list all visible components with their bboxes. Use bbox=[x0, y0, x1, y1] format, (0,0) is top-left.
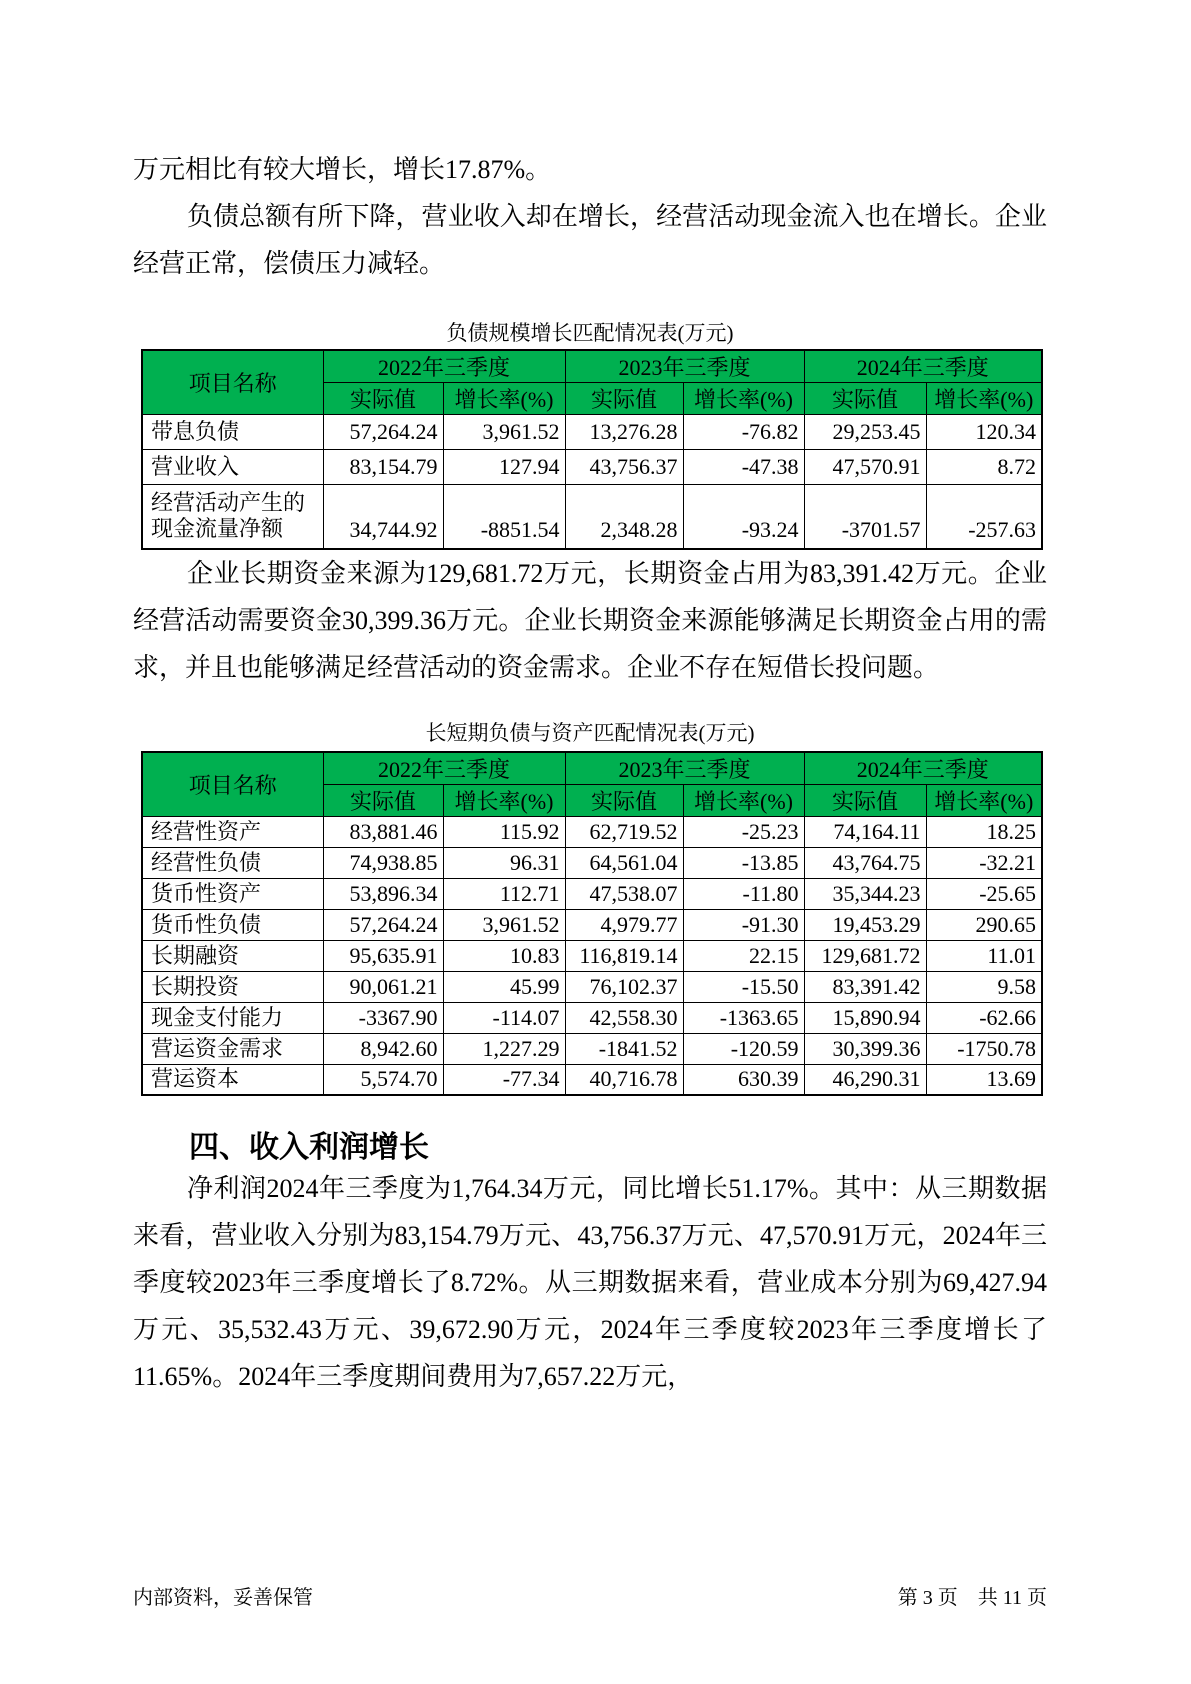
cell-value: -120.59 bbox=[683, 1033, 804, 1064]
cell-value: -11.80 bbox=[683, 878, 804, 909]
cell-value: -77.34 bbox=[443, 1064, 565, 1095]
cell-value: 43,764.75 bbox=[804, 847, 926, 878]
cell-value: 8,942.60 bbox=[323, 1033, 443, 1064]
cell-value: 10.83 bbox=[443, 940, 565, 971]
table-row bbox=[142, 847, 1042, 878]
row-label: 营业收入 bbox=[142, 450, 323, 485]
row-label: 长期投资 bbox=[142, 971, 323, 1002]
cell-value: 34,744.92 bbox=[323, 485, 443, 549]
table-row bbox=[142, 450, 1042, 485]
header-year-2024: 2024年三季度 bbox=[804, 752, 1042, 785]
cell-value: 53,896.34 bbox=[323, 878, 443, 909]
cell-value: 57,264.24 bbox=[323, 415, 443, 450]
cell-value: 96.31 bbox=[443, 847, 565, 878]
cell-value: 116,819.14 bbox=[565, 940, 683, 971]
header-year-2023: 2023年三季度 bbox=[565, 752, 804, 785]
cell-value: 129,681.72 bbox=[804, 940, 926, 971]
table-row bbox=[142, 940, 1042, 971]
cell-value: 62,719.52 bbox=[565, 816, 683, 847]
row-label: 货币性负债 bbox=[142, 909, 323, 940]
table-row bbox=[142, 415, 1042, 450]
cell-value: 4,979.77 bbox=[565, 909, 683, 940]
table-row bbox=[142, 816, 1042, 847]
cell-value: 2,348.28 bbox=[565, 485, 683, 549]
subheader-actual: 实际值 bbox=[565, 784, 683, 816]
row-label: 货币性资产 bbox=[142, 878, 323, 909]
section-heading-income-profit: 四、收入利润增长 bbox=[189, 1131, 429, 1164]
subheader-actual: 实际值 bbox=[804, 784, 926, 816]
cell-value: 630.39 bbox=[683, 1064, 804, 1095]
cell-value: -1363.65 bbox=[683, 1002, 804, 1033]
cell-value: 76,102.37 bbox=[565, 971, 683, 1002]
header-year-2024: 2024年三季度 bbox=[804, 350, 1042, 383]
cell-value: 120.34 bbox=[926, 415, 1042, 450]
cell-value: 30,399.36 bbox=[804, 1033, 926, 1064]
debt-scale-match-table bbox=[141, 349, 1043, 550]
cell-value: 95,635.91 bbox=[323, 940, 443, 971]
row-label: 经营活动产生的现金流量净额 bbox=[142, 485, 323, 549]
header-item-name: 项目名称 bbox=[142, 350, 323, 415]
table-row bbox=[142, 878, 1042, 909]
cell-value: -32.21 bbox=[926, 847, 1042, 878]
cell-value: -47.38 bbox=[683, 450, 804, 485]
cell-value: 112.71 bbox=[443, 878, 565, 909]
cell-value: 9.58 bbox=[926, 971, 1042, 1002]
cell-value: 42,558.30 bbox=[565, 1002, 683, 1033]
table-row bbox=[142, 485, 1042, 549]
subheader-actual: 实际值 bbox=[323, 383, 443, 415]
cell-value: 3,961.52 bbox=[443, 909, 565, 940]
table-row bbox=[142, 909, 1042, 940]
cell-value: 11.01 bbox=[926, 940, 1042, 971]
table-row bbox=[142, 971, 1042, 1002]
cell-value: -76.82 bbox=[683, 415, 804, 450]
cell-value: 45.99 bbox=[443, 971, 565, 1002]
paragraph-debt-summary: 负债总额有所下降，营业收入却在增长，经营活动现金流入也在增长。企业经营正常，偿债压力减轻。 bbox=[133, 202, 1047, 278]
subheader-actual: 实际值 bbox=[323, 784, 443, 816]
header-year-2023: 2023年三季度 bbox=[565, 350, 804, 383]
cell-value: -91.30 bbox=[683, 909, 804, 940]
cell-value: -1841.52 bbox=[565, 1033, 683, 1064]
subheader-actual: 实际值 bbox=[804, 383, 926, 415]
row-label: 带息负债 bbox=[142, 415, 323, 450]
header-year-2022: 2022年三季度 bbox=[323, 752, 565, 785]
cell-value: -62.66 bbox=[926, 1002, 1042, 1033]
row-label: 营运资本 bbox=[142, 1064, 323, 1095]
cell-value: -93.24 bbox=[683, 485, 804, 549]
cell-value: 115.92 bbox=[443, 816, 565, 847]
row-label: 经营性资产 bbox=[142, 816, 323, 847]
cell-value: 83,391.42 bbox=[804, 971, 926, 1002]
subheader-growth: 增长率(%) bbox=[926, 383, 1042, 415]
cell-value: -257.63 bbox=[926, 485, 1042, 549]
cell-value: -8851.54 bbox=[443, 485, 565, 549]
cell-value: 74,164.11 bbox=[804, 816, 926, 847]
cell-value: 43,756.37 bbox=[565, 450, 683, 485]
table-header-row-years bbox=[142, 350, 1042, 383]
subheader-growth: 增长率(%) bbox=[443, 784, 565, 816]
paragraph-profit-growth: 净利润2024年三季度为1,764.34万元，同比增长51.17%。其中：从三期数据来看，营业收入分别为83,154.79万元、43,756.37万元、47,570.91万元，2024年三季度较2023年三季度增长了8.72%。从三期数据来看，营业成本分别为69,427.94万元、35,532.43万元、39,672.90万元，2024年三季度较2023年三季度增长了11.65%。2024年三季度期间费用为7,657.22万元， bbox=[133, 1174, 1047, 1391]
table2-title: 长短期负债与资产匹配情况表(万元) bbox=[425, 720, 755, 745]
cell-value: -1750.78 bbox=[926, 1033, 1042, 1064]
footer-page-number: 第 3 页 共 11 页 bbox=[897, 1587, 1047, 1609]
row-label: 经营性负债 bbox=[142, 847, 323, 878]
cell-value: -3367.90 bbox=[323, 1002, 443, 1033]
cell-value: 47,570.91 bbox=[804, 450, 926, 485]
paragraph-continuation: 万元相比有较大增长，增长17.87%。 bbox=[133, 155, 552, 184]
cell-value: 40,716.78 bbox=[565, 1064, 683, 1095]
table-row bbox=[142, 1033, 1042, 1064]
row-label: 长期融资 bbox=[142, 940, 323, 971]
cell-value: 290.65 bbox=[926, 909, 1042, 940]
cell-value: 29,253.45 bbox=[804, 415, 926, 450]
subheader-growth: 增长率(%) bbox=[683, 383, 804, 415]
cell-value: 83,881.46 bbox=[323, 816, 443, 847]
cell-value: 46,290.31 bbox=[804, 1064, 926, 1095]
subheader-actual: 实际值 bbox=[565, 383, 683, 415]
subheader-growth: 增长率(%) bbox=[683, 784, 804, 816]
page-footer bbox=[133, 1586, 1047, 1610]
table1-title: 负债规模增长匹配情况表(万元) bbox=[446, 321, 734, 345]
cell-value: 127.94 bbox=[443, 450, 565, 485]
subheader-growth: 增长率(%) bbox=[443, 383, 565, 415]
paragraph-longterm-funds: 企业长期资金来源为129,681.72万元，长期资金占用为83,391.42万元。企业经营活动需要资金30,399.36万元。企业长期资金来源能够满足长期资金占用的需求，并且也能够满足经营活动的资金需求。企业不存在短借长投问题。 bbox=[133, 558, 1047, 682]
row-label: 营运资金需求 bbox=[142, 1033, 323, 1064]
cell-value: 83,154.79 bbox=[323, 450, 443, 485]
debt-asset-match-table bbox=[141, 751, 1043, 1097]
cell-value: -3701.57 bbox=[804, 485, 926, 549]
cell-value: 64,561.04 bbox=[565, 847, 683, 878]
cell-value: 47,538.07 bbox=[565, 878, 683, 909]
cell-value: 18.25 bbox=[926, 816, 1042, 847]
page-content bbox=[133, 0, 1047, 1400]
header-year-2022: 2022年三季度 bbox=[323, 350, 565, 383]
cell-value: -15.50 bbox=[683, 971, 804, 1002]
cell-value: 13.69 bbox=[926, 1064, 1042, 1095]
cell-value: -25.65 bbox=[926, 878, 1042, 909]
table-header-row-years bbox=[142, 752, 1042, 785]
cell-value: 1,227.29 bbox=[443, 1033, 565, 1064]
cell-value: 35,344.23 bbox=[804, 878, 926, 909]
cell-value: -25.23 bbox=[683, 816, 804, 847]
cell-value: 15,890.94 bbox=[804, 1002, 926, 1033]
table-row bbox=[142, 1064, 1042, 1095]
cell-value: 22.15 bbox=[683, 940, 804, 971]
row-label: 现金支付能力 bbox=[142, 1002, 323, 1033]
cell-value: 5,574.70 bbox=[323, 1064, 443, 1095]
table-row bbox=[142, 1002, 1042, 1033]
cell-value: 57,264.24 bbox=[323, 909, 443, 940]
subheader-growth: 增长率(%) bbox=[926, 784, 1042, 816]
cell-value: -114.07 bbox=[443, 1002, 565, 1033]
header-item-name: 项目名称 bbox=[142, 752, 323, 817]
cell-value: 19,453.29 bbox=[804, 909, 926, 940]
cell-value: 13,276.28 bbox=[565, 415, 683, 450]
cell-value: 90,061.21 bbox=[323, 971, 443, 1002]
footer-confidential-note: 内部资料，妥善保管 bbox=[133, 1587, 313, 1609]
cell-value: 3,961.52 bbox=[443, 415, 565, 450]
cell-value: -13.85 bbox=[683, 847, 804, 878]
cell-value: 8.72 bbox=[926, 450, 1042, 485]
cell-value: 74,938.85 bbox=[323, 847, 443, 878]
